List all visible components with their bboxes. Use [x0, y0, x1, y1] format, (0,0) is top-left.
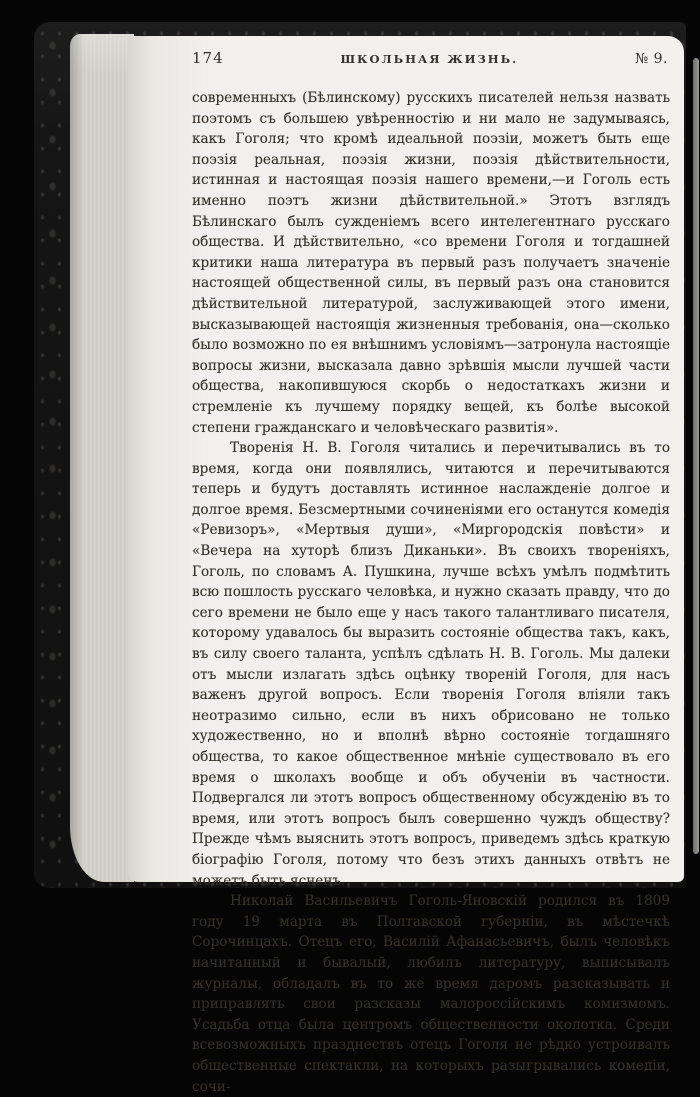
- body-paragraph: Творенія Н. В. Гоголя читались и перечитывались въ то время, когда они появлялись, читаются и перечитываются теперь и будутъ доставлять истинное наслажденіе долгое и долгое время. Безсмертными сочиненіями его останутся комедія «Ревизоръ», «Мертвыя души», «Миргородскія повѣсти» и «Вечера на хуторѣ близъ Диканьки». Въ своихъ твореніяхъ, Гоголь, по словамъ А. Пушкина, лучше всѣхъ умѣлъ подмѣтить всю пошлость русскаго человѣка, и нужно сказать правду, что до сего времени не было еще у насъ такого талантливаго писателя, которому удавалось бы выразить состояніе общества такъ, какъ, въ силу своего таланта, успѣлъ сдѣлать Н. В. Гоголь. Мы далеки отъ мысли излагать здѣсь оцѣнку твореній Гоголя, для насъ важенъ другой вопросъ. Если творенія Гоголя вліяли такъ неотразимо сильно, если въ нихъ обрисовано не только художественно, но и вполнѣ вѣрно состояніе тогдашняго общества, то какое общественное мнѣніе существовало въ его время о школахъ вообще и объ обученіи въ частности. Подвергался ли этотъ вопросъ общественному обсужденію въ то время, или этотъ вопросъ былъ совершенно чуждъ обществу? Прежде чѣмъ выяснить этотъ вопросъ, приведемъ здѣсь краткую біографію Гоголя, потому что безъ этихъ данныхъ отвѣтъ не можетъ быть ясненъ.: [192, 440, 670, 889]
- body-paragraph: современныхъ (Бѣлинскому) русскихъ писателей нельзя назвать поэтомъ съ большею увѣренностію и ни мало не задумываясь, какъ Гоголя; что кромѣ идеальной поэзіи, можетъ быть еще поэзія реальная, поэзія жизни, поэзія дѣйствительности, истинная и настоящая поэзія нашего времени,—и Гоголь есть именно поэтъ жизни дѣйствительной.» Этотъ взглядъ Бѣлинскаго былъ сужденіемъ всего интелегентнаго русскаго общества. И дѣйствительно, «со времени Гоголя и тогдашней критики наша литература въ первый разъ получаетъ значеніе настоящей общественной силы, въ первый разъ она становится дѣйствительной литературой, заслуживающей этого имени, высказывающей настоящія жизненныя требованія, она—сколько было возможно по ея внѣшнимъ условіямъ—затронула настоящіе вопросы жизни, высказала давно зрѣвшія мысли лучшей части общества, накопившуюся скорбь о недостаткахъ жизни и стремленіе къ лучшему порядку вещей, къ болѣе высокой степени гражданскаго и человѣческаго развитія».: [192, 90, 670, 436]
- adjacent-page-edge: [693, 58, 699, 854]
- running-head: [192, 49, 668, 67]
- book-page: [128, 36, 684, 1095]
- page-edge-stack: [70, 34, 134, 882]
- page-number: 174: [192, 49, 224, 67]
- body-paragraph: Николай Васильевичъ Гоголь-Яновскій родился въ 1809 году 19 марта въ Полтавской губерніи, въ мѣстечкѣ Сорочинцахъ. Отецъ его, Василій Афанасьевичъ, былъ человѣкъ начитанный и бывалый, любилъ литературу, выписывалъ журналы, обладалъ въ то же время даромъ разсказывать и приправлять свои разсказы малороссійскимъ комизмомъ. Усадьба отца была центромъ общественности околотка. Среди всевозможныхъ празднествъ отецъ Гоголя не рѣдко устроивалъ общественные спектакли, на которыхъ разыгрывались комедіи, сочи-: [192, 893, 670, 1095]
- journal-title: ШКОЛЬНАЯ ЖИЗНЬ.: [340, 52, 519, 66]
- issue-number: № 9.: [634, 51, 668, 67]
- page-body-text: [192, 88, 670, 1097]
